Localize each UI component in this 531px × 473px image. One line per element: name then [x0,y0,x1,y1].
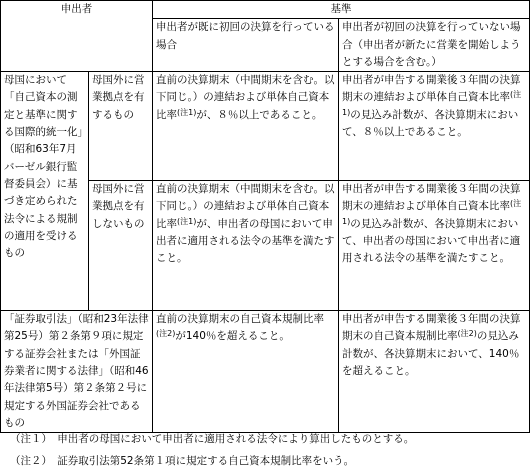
securities-group-label: 「証券取引法」（昭和23年法律第25号）第２条第９項に規定する証券会社または「外国証券業者に関する法律」（昭和46年法律第5号）第２条第２号に規定する外国証券会社であるもの [1,311,153,433]
note-ref: (注2) [156,329,176,339]
footnote-2: （注２） 証券取引法第52条第１項に規定する自己資本規制比率をいう。 [10,455,355,467]
note-ref: (注1) [342,199,522,226]
criterion-without-offices-not-closed: 申出者が申告する開業後３年間の決算期末の連結および単体自己資本比率$^{(注1)}$の見込み計数が、各決算期末において、申出者の母国において申出者に適用される法令の基準を満たすこと。 [339,181,530,311]
note-ref: (注1) [342,90,522,117]
criterion-without-offices-closed: 直前の決算期末（中間期末を含む。以下同じ。）の連結および単体自己資本比率$^{(注1)}$が、申出者の母国において申出者に適用される法令の基準を満たすこと。 [153,181,339,311]
without-offices-label: 母国外に営業拠点を有しないもの [89,181,153,311]
note-ref: (注1) [177,107,197,117]
with-offices-label: 母国外に営業拠点を有するもの [89,72,153,181]
note-ref: (注1) [177,216,197,226]
note-ref: (注2) [457,329,477,339]
col-header-not-closed: 申出者が初回の決算を行っていない場合（申出者が新たに営業を開始しようとする場合を含む。） [339,19,530,72]
footnote-1: （注１） 申出者の母国において申出者に適用される法令により算出したものとする。 [10,433,415,445]
criterion-with-offices-closed: 直前の決算期末（中間期末を含む。以下同じ。）の連結および単体自己資本比率$^{(注1)}$が、８％以上であること。 [153,72,339,181]
footnotes [0,428,531,472]
criteria-header: 基準 [153,1,530,19]
basel-group-label: 母国において「自己資本の測定と基準に関する国際的統一化」（昭和63年7月バーゼル銀行監督委員会）に基づき定められた法令による規制の適用を受けるもの [1,72,89,311]
col-header-closed: 申出者が既に初回の決算を行っている場合 [153,19,339,72]
criterion-securities-not-closed: 申出者が申告する開業後３年間の決算期末の自己資本規制比率$^{(注2)}$の見込み計数が、各決算期末において、140％を超えること。 [339,311,530,433]
criterion-with-offices-not-closed: 申出者が申告する開業後３年間の決算期末の連結および単体自己資本比率$^{(注1)}$の見込み計数が、各決算期末において、８％以上であること。 [339,72,530,181]
applicant-header: 申出者 [1,1,153,72]
criterion-securities-closed: 直前の決算期末の自己資本規制比率$^{(注2)}$が140％を超えること。 [153,311,339,433]
